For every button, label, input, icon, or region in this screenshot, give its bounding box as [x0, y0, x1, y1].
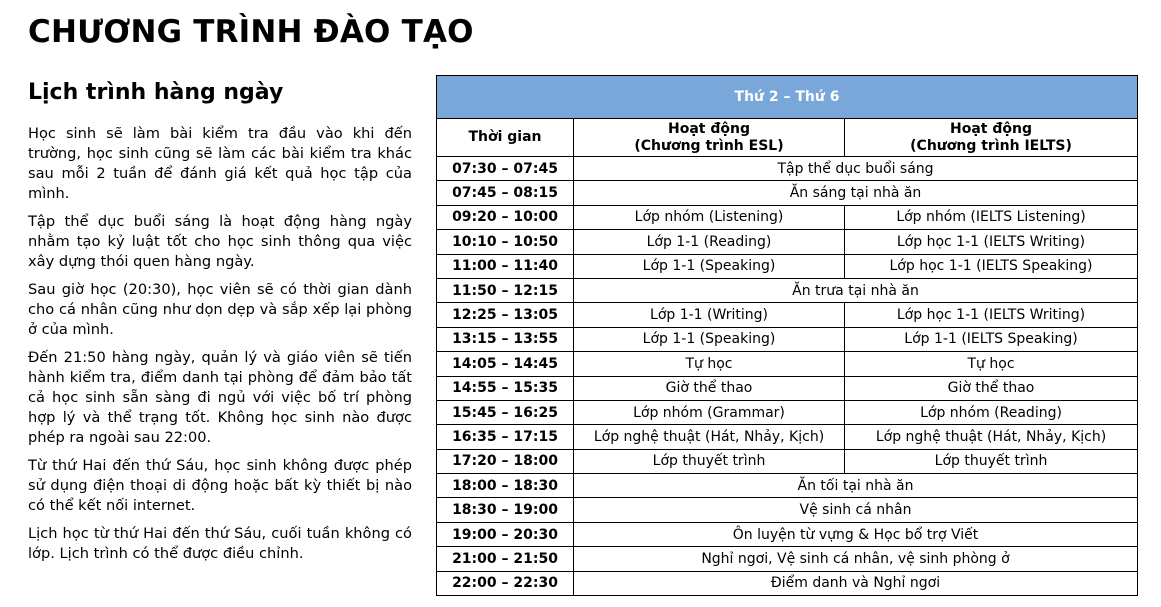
table-row [437, 571, 1138, 595]
time-cell: 07:30 – 07:45 [437, 157, 574, 181]
section-title: Lịch trình hàng ngày [28, 80, 284, 105]
table-row [437, 352, 1138, 376]
table-row [437, 157, 1138, 181]
time-cell: 15:45 – 16:25 [437, 400, 574, 424]
time-cell: 11:00 – 11:40 [437, 254, 574, 278]
header-esl-line2: (Chương trình ESL) [634, 137, 784, 154]
paragraph: Từ thứ Hai đến thứ Sáu, học sinh không được phép sử dụng điện thoại di động hoặc bất kỳ thiết bị nào có thể kết nối internet. [28, 457, 412, 514]
shared-activity-cell: Ăn sáng tại nhà ăn [574, 181, 1138, 205]
table-banner: Thứ 2 – Thứ 6 [437, 76, 1138, 119]
esl-activity-cell: Lớp nhóm (Grammar) [574, 400, 845, 424]
shared-activity-cell: Tập thể dục buổi sáng [574, 157, 1138, 181]
shared-activity-cell: Điểm danh và Nghỉ ngơi [574, 571, 1138, 595]
esl-activity-cell: Lớp nhóm (Listening) [574, 205, 845, 229]
esl-activity-cell: Lớp nghệ thuật (Hát, Nhảy, Kịch) [574, 425, 845, 449]
esl-activity-cell: Lớp 1-1 (Writing) [574, 303, 845, 327]
paragraph: Học sinh sẽ làm bài kiểm tra đầu vào khi đến trường, học sinh cũng sẽ làm các bài kiểm tra khác sau mỗi 2 tuần để đánh giá kết quả học tập của mình. [28, 125, 412, 202]
time-cell: 07:45 – 08:15 [437, 181, 574, 205]
header-ielts-line2: (Chương trình IELTS) [910, 137, 1072, 154]
paragraph: Sau giờ học (20:30), học viên sẽ có thời gian dành cho cá nhân cũng như dọn dẹp và sắp xếp lại phòng ở của mình. [28, 281, 412, 338]
shared-activity-cell: Nghỉ ngơi, Vệ sinh cá nhân, vệ sinh phòng ở [574, 547, 1138, 571]
time-cell: 17:20 – 18:00 [437, 449, 574, 473]
time-cell: 09:20 – 10:00 [437, 205, 574, 229]
table-row [437, 230, 1138, 254]
ielts-activity-cell: Lớp nhóm (IELTS Listening) [845, 205, 1138, 229]
esl-activity-cell: Lớp thuyết trình [574, 449, 845, 473]
shared-activity-cell: Ăn trưa tại nhà ăn [574, 278, 1138, 302]
ielts-activity-cell: Giờ thể thao [845, 376, 1138, 400]
header-time: Thời gian [437, 119, 574, 157]
table-row [437, 400, 1138, 424]
time-cell: 22:00 – 22:30 [437, 571, 574, 595]
time-cell: 21:00 – 21:50 [437, 547, 574, 571]
ielts-activity-cell: Lớp nhóm (Reading) [845, 400, 1138, 424]
time-cell: 14:55 – 15:35 [437, 376, 574, 400]
ielts-activity-cell: Lớp học 1-1 (IELTS Speaking) [845, 254, 1138, 278]
table-row [437, 303, 1138, 327]
header-ielts [845, 119, 1138, 157]
esl-activity-cell: Lớp 1-1 (Speaking) [574, 327, 845, 351]
table-row [437, 547, 1138, 571]
time-cell: 18:00 – 18:30 [437, 474, 574, 498]
time-cell: 10:10 – 10:50 [437, 230, 574, 254]
time-cell: 13:15 – 13:55 [437, 327, 574, 351]
paragraph: Tập thể dục buổi sáng là hoạt động hàng ngày nhằm tạo kỷ luật tốt cho học sinh thông qua việc xây dựng thói quen hàng ngày. [28, 213, 412, 270]
table-row [437, 278, 1138, 302]
shared-activity-cell: Ăn tối tại nhà ăn [574, 474, 1138, 498]
ielts-activity-cell: Tự học [845, 352, 1138, 376]
paragraph: Đến 21:50 hàng ngày, quản lý và giáo viên sẽ tiến hành kiểm tra, điểm danh tại phòng để đảm bảo tất cả học sinh sẵn sàng đi ngủ với việc bố trí phòng hợp lý và thể trạng tốt. Không học sinh nào được phép ra ngoài sau 22:00. [28, 349, 412, 446]
ielts-activity-cell: Lớp thuyết trình [845, 449, 1138, 473]
ielts-activity-cell: Lớp nghệ thuật (Hát, Nhảy, Kịch) [845, 425, 1138, 449]
time-cell: 19:00 – 20:30 [437, 522, 574, 546]
ielts-activity-cell: Lớp học 1-1 (IELTS Writing) [845, 230, 1138, 254]
time-cell: 14:05 – 14:45 [437, 352, 574, 376]
time-cell: 16:35 – 17:15 [437, 425, 574, 449]
ielts-activity-cell: Lớp học 1-1 (IELTS Writing) [845, 303, 1138, 327]
table-row [437, 474, 1138, 498]
table-row [437, 376, 1138, 400]
paragraph: Lịch học từ thứ Hai đến thứ Sáu, cuối tuần không có lớp. Lịch trình có thể được điều chỉnh. [28, 525, 412, 562]
shared-activity-cell: Vệ sinh cá nhân [574, 498, 1138, 522]
esl-activity-cell: Tự học [574, 352, 845, 376]
table-row [437, 449, 1138, 473]
time-cell: 18:30 – 19:00 [437, 498, 574, 522]
ielts-activity-cell: Lớp 1-1 (IELTS Speaking) [845, 327, 1138, 351]
table-row [437, 254, 1138, 278]
esl-activity-cell: Lớp 1-1 (Reading) [574, 230, 845, 254]
header-esl [574, 119, 845, 157]
table-row [437, 181, 1138, 205]
table-row [437, 498, 1138, 522]
time-cell: 11:50 – 12:15 [437, 278, 574, 302]
table-row [437, 205, 1138, 229]
time-cell: 12:25 – 13:05 [437, 303, 574, 327]
esl-activity-cell: Giờ thể thao [574, 376, 845, 400]
description-paragraphs [28, 124, 412, 572]
table-row [437, 425, 1138, 449]
schedule-table [436, 75, 1138, 596]
header-esl-line1: Hoạt động [668, 120, 750, 137]
table-row [437, 327, 1138, 351]
schedule-body [437, 157, 1138, 596]
header-ielts-line1: Hoạt động [950, 120, 1032, 137]
shared-activity-cell: Ôn luyện từ vựng & Học bổ trợ Viết [574, 522, 1138, 546]
page-title: CHƯƠNG TRÌNH ĐÀO TẠO [28, 14, 474, 50]
table-row [437, 522, 1138, 546]
esl-activity-cell: Lớp 1-1 (Speaking) [574, 254, 845, 278]
